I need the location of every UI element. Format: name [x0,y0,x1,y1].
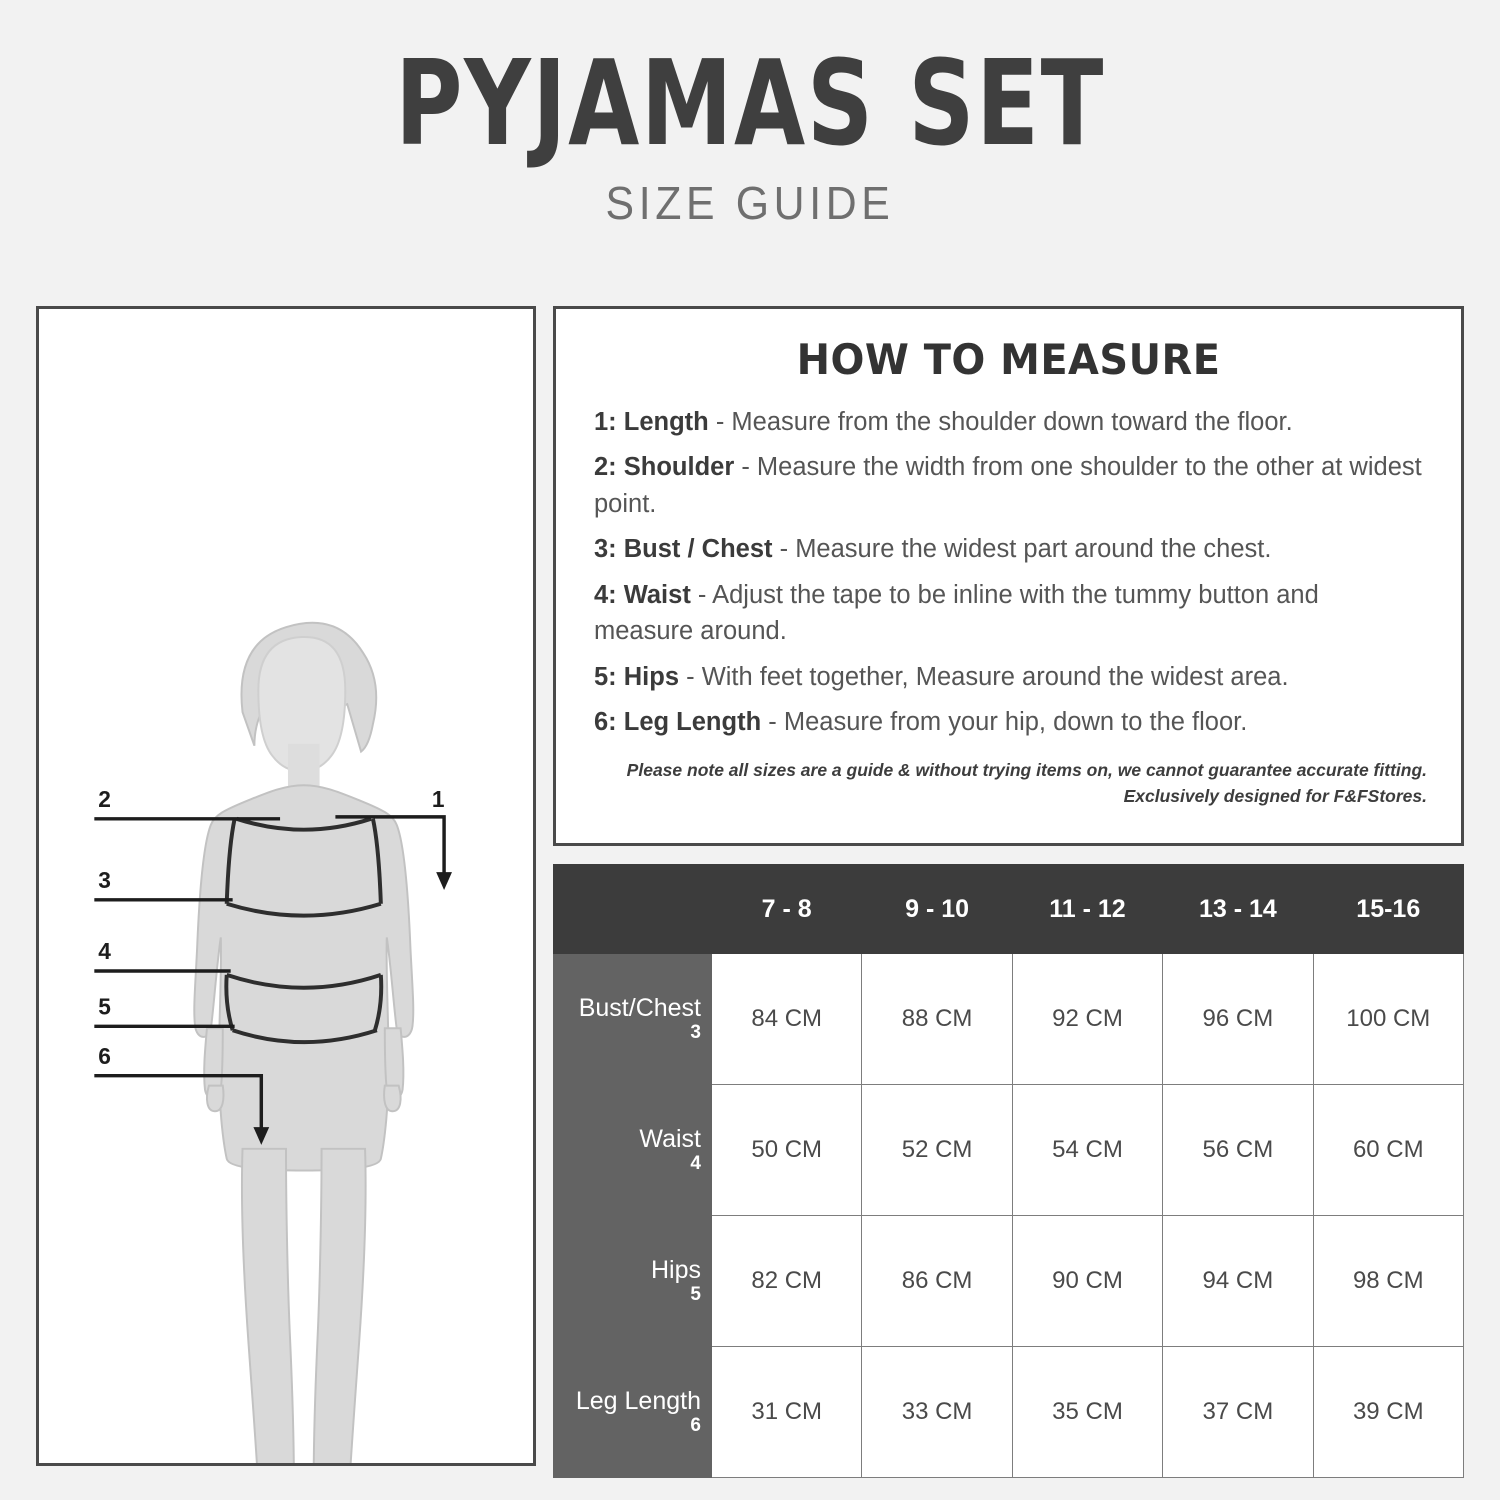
table-cell: 60 CM [1313,1085,1463,1216]
row-header-label: Leg Length [575,1387,701,1416]
how-to-measure-heading: HOW TO MEASURE [796,335,1221,384]
column-header: 11 - 12 [1012,865,1162,954]
table-row [554,1216,1464,1347]
measure-item [594,659,1423,695]
table-cell: 39 CM [1313,1347,1463,1478]
table-cell: 98 CM [1313,1216,1463,1347]
table-cell: 90 CM [1012,1216,1162,1347]
body-figure-diagram [39,309,533,1463]
column-header: 7 - 8 [712,865,862,954]
row-header [554,954,712,1085]
measure-item-text: - Measure the widest part around the chest. [772,535,1272,564]
disclaimer-note [586,757,1431,810]
table-cell: 31 CM [712,1347,862,1478]
table-cell: 33 CM [862,1347,1012,1478]
row-header-label: Waist [639,1125,701,1154]
measurement-figure-panel [36,306,536,1466]
table-cell: 37 CM [1163,1347,1313,1478]
disclaimer-line-1: Please note all sizes are a guide & without trying items on, we cannot guarantee accurate fitting. [626,759,1427,780]
row-header-number: 5 [690,1284,701,1306]
table-row [554,1347,1464,1478]
row-header [554,1347,712,1478]
marker-1: 1 [431,785,445,812]
measure-item-label: 6: Leg Length [594,708,762,737]
measure-item [594,531,1423,567]
measure-item-label: 1: Length [594,408,709,436]
measure-item-text: - Measure from the shoulder down toward the floor. [708,408,1293,436]
row-header-number: 4 [690,1153,701,1175]
measure-item-label: 2: Shoulder [594,453,735,482]
table-cell: 35 CM [1012,1347,1162,1478]
row-header-number: 3 [690,1022,701,1044]
table-header-row [554,865,1464,954]
marker-6: 6 [98,1042,111,1069]
table-cell: 82 CM [712,1216,862,1347]
column-header: 13 - 14 [1163,865,1313,954]
table-cell: 84 CM [712,954,862,1085]
table-row [554,954,1464,1085]
measure-item-label: 4: Waist [594,580,691,609]
how-to-measure-panel [553,306,1464,846]
table-cell: 56 CM [1163,1085,1313,1216]
measure-item [594,577,1423,650]
marker-5: 5 [98,993,111,1020]
table-cell: 100 CM [1313,954,1463,1085]
table-cell: 88 CM [862,954,1012,1085]
page-subtitle: SIZE GUIDE [605,177,895,229]
row-header-label: Bust/Chest [578,994,701,1023]
size-table [553,864,1464,1478]
row-header-label: Hips [650,1256,701,1285]
measure-item [594,449,1423,522]
disclaimer-line-2: Exclusively designed for F&FStores. [1123,785,1427,806]
table-cell: 86 CM [862,1216,1012,1347]
table-corner-cell [554,865,712,954]
table-cell: 52 CM [862,1085,1012,1216]
column-header: 15-16 [1313,865,1463,954]
measure-item-label: 3: Bust / Chest [594,535,773,564]
table-cell: 94 CM [1163,1216,1313,1347]
measure-item [594,404,1423,440]
table-row [554,1085,1464,1216]
table-cell: 54 CM [1012,1085,1162,1216]
size-table-body [554,954,1464,1478]
header [0,34,1500,230]
column-header: 9 - 10 [862,865,1012,954]
row-header [554,1085,712,1216]
measure-item-text: - Adjust the tape to be inline with the tummy button and measure around. [594,580,1319,646]
page-title: PYJAMAS SET [395,34,1105,172]
table-cell: 92 CM [1012,954,1162,1085]
marker-2: 2 [98,785,111,812]
measure-item-label: 5: Hips [594,662,680,691]
marker-3: 3 [98,866,111,893]
table-cell: 96 CM [1163,954,1313,1085]
size-table-head [554,865,1464,954]
row-header-number: 6 [690,1415,701,1437]
measure-item [594,704,1423,740]
measure-item-text: - Measure the width from one shoulder to the other at widest point. [594,453,1422,518]
how-to-measure-list [586,404,1431,741]
row-header [554,1216,712,1347]
measure-item-text: - With feet together, Measure around the widest area. [679,662,1289,691]
marker-4: 4 [98,938,111,965]
measure-item-text: - Measure from your hip, down to the floor. [761,708,1248,737]
table-cell: 50 CM [712,1085,862,1216]
